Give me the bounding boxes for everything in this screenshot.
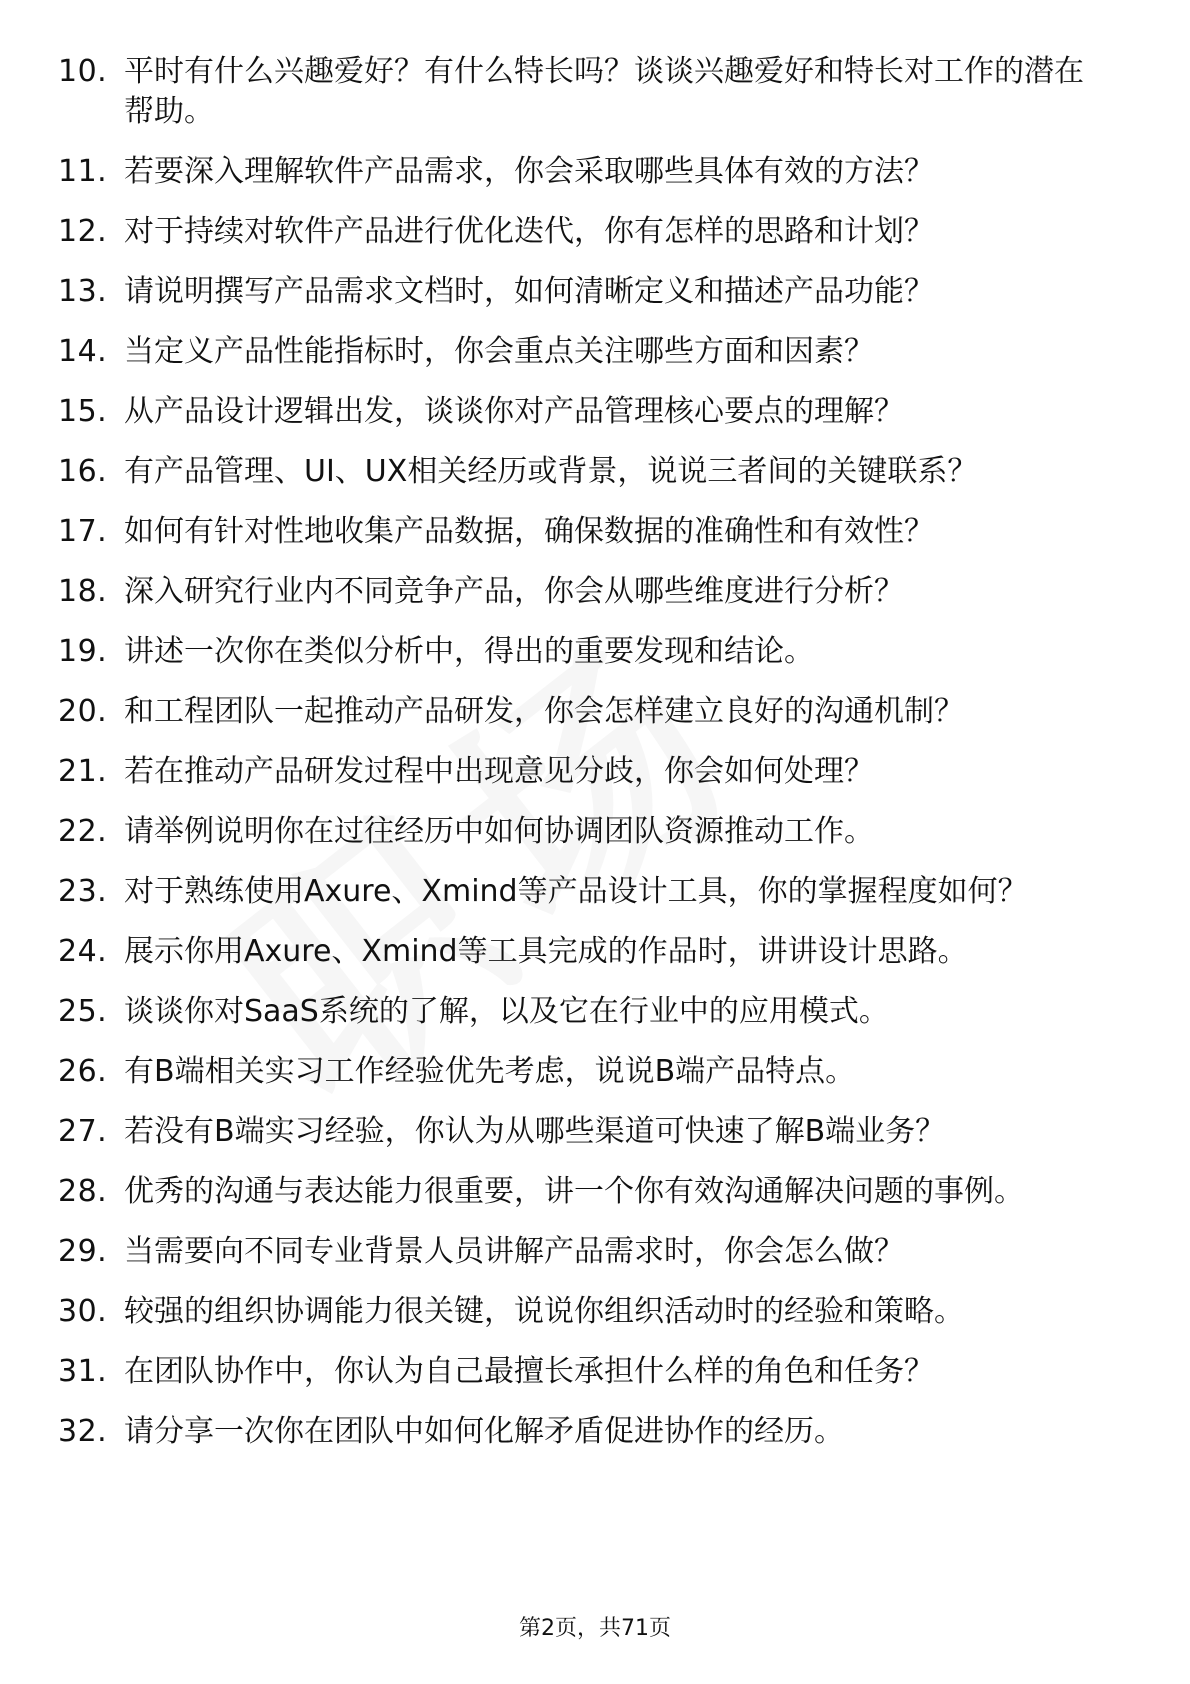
question-text: 谈谈你对SaaS系统的了解，以及它在行业中的应用模式。 [124,994,889,1029]
question-number: 22. [58,814,108,849]
question-text: 深入研究行业内不同竞争产品，你会从哪些维度进行分析？ [124,574,904,609]
question-text: 当定义产品性能指标时，你会重点关注哪些方面和因素？ [124,334,874,369]
question-text: 对于持续对软件产品进行优化迭代，你有怎样的思路和计划？ [124,214,934,249]
question-item [0,992,1190,1032]
question-item [0,332,1190,372]
question-item [0,452,1190,492]
question-item [0,812,1190,852]
question-number: 24. [58,934,108,969]
question-text: 平时有什么兴趣爱好？有什么特长吗？谈谈兴趣爱好和特长对工作的潜在帮助。 [124,54,1084,129]
question-item [0,512,1190,552]
question-number: 27. [58,1114,108,1149]
question-item [0,52,1190,132]
question-number: 13. [58,274,108,309]
question-text: 若在推动产品研发过程中出现意见分歧，你会如何处理？ [124,754,874,789]
question-item [0,932,1190,972]
page-footer: 第2页，共71页 [519,1616,671,1641]
question-text: 如何有针对性地收集产品数据，确保数据的准确性和有效性？ [124,514,934,549]
question-text: 在团队协作中，你认为自己最擅长承担什么样的角色和任务？ [124,1354,934,1389]
question-text: 请说明撰写产品需求文档时，如何清晰定义和描述产品功能？ [124,274,934,309]
question-number: 16. [58,454,108,489]
question-item [0,212,1190,252]
question-text: 和工程团队一起推动产品研发，你会怎样建立良好的沟通机制？ [124,694,964,729]
question-text: 优秀的沟通与表达能力很重要，讲一个你有效沟通解决问题的事例。 [124,1174,1024,1209]
question-number: 26. [58,1054,108,1089]
question-text: 若要深入理解软件产品需求，你会采取哪些具体有效的方法？ [124,154,934,189]
question-item [0,632,1190,672]
question-text: 对于熟练使用Axure、Xmind等产品设计工具，你的掌握程度如何？ [124,874,1028,909]
question-text: 展示你用Axure、Xmind等工具完成的作品时，讲讲设计思路。 [124,934,968,969]
question-number: 17. [58,514,108,549]
question-text: 请分享一次你在团队中如何化解矛盾促进协作的经历。 [124,1414,844,1449]
question-number: 19. [58,634,108,669]
question-item [0,392,1190,432]
question-item [0,872,1190,912]
question-text: 讲述一次你在类似分析中，得出的重要发现和结论。 [124,634,814,669]
question-number: 10. [58,54,108,89]
question-number: 12. [58,214,108,249]
question-item [0,692,1190,732]
question-number: 29. [58,1234,108,1269]
question-number: 18. [58,574,108,609]
question-number: 30. [58,1294,108,1329]
question-number: 14. [58,334,108,369]
question-text: 若没有B端实习经验，你认为从哪些渠道可快速了解B端业务？ [124,1114,946,1149]
question-number: 28. [58,1174,108,1209]
question-item [0,572,1190,612]
question-item [0,1232,1190,1272]
question-number: 23. [58,874,108,909]
question-number: 20. [58,694,108,729]
question-number: 32. [58,1414,108,1449]
question-item [0,1292,1190,1332]
question-text: 有B端相关实习工作经验优先考虑，说说B端产品特点。 [124,1054,856,1089]
question-item [0,1112,1190,1152]
question-text: 有产品管理、UI、UX相关经历或背景，说说三者间的关键联系？ [124,454,978,489]
question-text: 较强的组织协调能力很关键，说说你组织活动时的经验和策略。 [124,1294,964,1329]
question-item [0,272,1190,312]
question-number: 11. [58,154,108,189]
question-list [0,52,1190,1472]
question-number: 31. [58,1354,108,1389]
question-item [0,752,1190,792]
question-text: 请举例说明你在过往经历中如何协调团队资源推动工作。 [124,814,874,849]
question-item [0,1412,1190,1452]
question-number: 21. [58,754,108,789]
question-text: 从产品设计逻辑出发，谈谈你对产品管理核心要点的理解？ [124,394,904,429]
question-item [0,1352,1190,1392]
question-item [0,1052,1190,1092]
question-number: 15. [58,394,108,429]
question-item [0,1172,1190,1212]
question-item [0,152,1190,192]
question-number: 25. [58,994,108,1029]
question-text: 当需要向不同专业背景人员讲解产品需求时，你会怎么做？ [124,1234,904,1269]
